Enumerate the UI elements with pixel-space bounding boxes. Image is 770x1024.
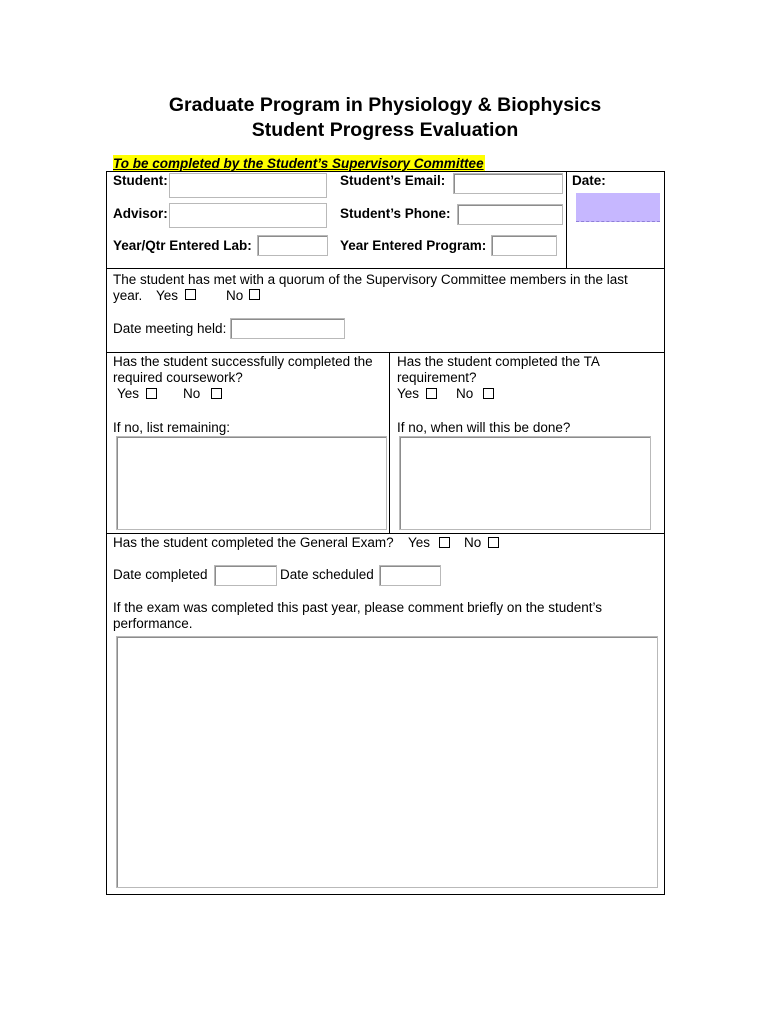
section-divider-2 — [106, 352, 664, 353]
date-meeting-held-field[interactable] — [230, 318, 345, 339]
date-label: Date: — [572, 173, 606, 188]
advisor-label: Advisor: — [113, 206, 168, 221]
advisor-field[interactable] — [169, 203, 327, 228]
ta-question-line1: Has the student completed the TA — [397, 354, 600, 369]
quorum-no-checkbox[interactable] — [249, 289, 260, 300]
date-column-divider — [566, 171, 567, 268]
ta-if-no-label: If no, when will this be done? — [397, 420, 571, 435]
ta-question-line2: requirement? — [397, 370, 477, 385]
date-completed-field[interactable] — [214, 565, 277, 586]
date-completed-label: Date completed — [113, 567, 208, 582]
quorum-question-line1: The student has met with a quorum of the Supervisory Committee members in the last — [113, 272, 628, 287]
ta-no-label: No — [456, 386, 474, 401]
ta-no-checkbox[interactable] — [483, 388, 494, 399]
general-exam-question: Has the student completed the General Exam? — [113, 535, 394, 550]
quorum-yes-checkbox[interactable] — [185, 289, 196, 300]
date-scheduled-label: Date scheduled — [280, 567, 374, 582]
coursework-question-line2: required coursework? — [113, 370, 243, 385]
ta-yes-checkbox[interactable] — [426, 388, 437, 399]
general-exam-yes-label: Yes — [408, 535, 431, 550]
coursework-no-checkbox[interactable] — [211, 388, 222, 399]
section-divider-1 — [106, 268, 664, 269]
coursework-yes-label: Yes — [117, 386, 140, 401]
year-qtr-entered-lab-label: Year/Qtr Entered Lab: — [113, 238, 252, 253]
year-entered-program-label: Year Entered Program: — [340, 238, 487, 253]
general-exam-no-label: No — [464, 535, 482, 550]
date-meeting-held-label: Date meeting held: — [113, 321, 227, 336]
student-phone-field[interactable] — [457, 204, 563, 225]
general-exam-yes-checkbox[interactable] — [439, 537, 450, 548]
coursework-if-no-label: If no, list remaining: — [113, 420, 231, 435]
coursework-remaining-textarea[interactable] — [116, 436, 387, 530]
quorum-no-label: No — [226, 288, 244, 303]
form-subtitle: Student Progress Evaluation — [251, 119, 519, 141]
student-phone-label: Student’s Phone: — [340, 206, 451, 221]
student-email-field[interactable] — [453, 173, 563, 194]
ta-yes-label: Yes — [397, 386, 420, 401]
coursework-no-label: No — [183, 386, 201, 401]
coursework-ta-divider — [389, 352, 390, 533]
student-email-label: Student’s Email: — [340, 173, 446, 188]
ta-when-textarea[interactable] — [399, 436, 651, 530]
student-field[interactable] — [169, 173, 327, 198]
coursework-question-line1: Has the student successfully completed the — [113, 354, 373, 369]
committee-note: To be completed by the Student’s Supervisory Committee — [113, 156, 484, 171]
section-divider-3 — [106, 533, 664, 534]
coursework-yes-checkbox[interactable] — [146, 388, 157, 399]
year-entered-program-field[interactable] — [491, 235, 557, 256]
date-scheduled-field[interactable] — [379, 565, 441, 586]
quorum-yes-label: Yes — [156, 288, 179, 303]
exam-comment-prompt-line1: If the exam was completed this past year, please comment briefly on the student’s — [113, 600, 603, 615]
exam-comment-prompt-line2: performance. — [113, 616, 193, 631]
exam-comment-textarea[interactable] — [116, 636, 658, 888]
year-qtr-entered-lab-field[interactable] — [257, 235, 328, 256]
date-field[interactable] — [576, 193, 660, 222]
form-title: Graduate Program in Physiology & Biophysics — [168, 94, 602, 116]
quorum-question-line2: year. — [113, 288, 143, 303]
student-label: Student: — [113, 173, 168, 188]
general-exam-no-checkbox[interactable] — [488, 537, 499, 548]
